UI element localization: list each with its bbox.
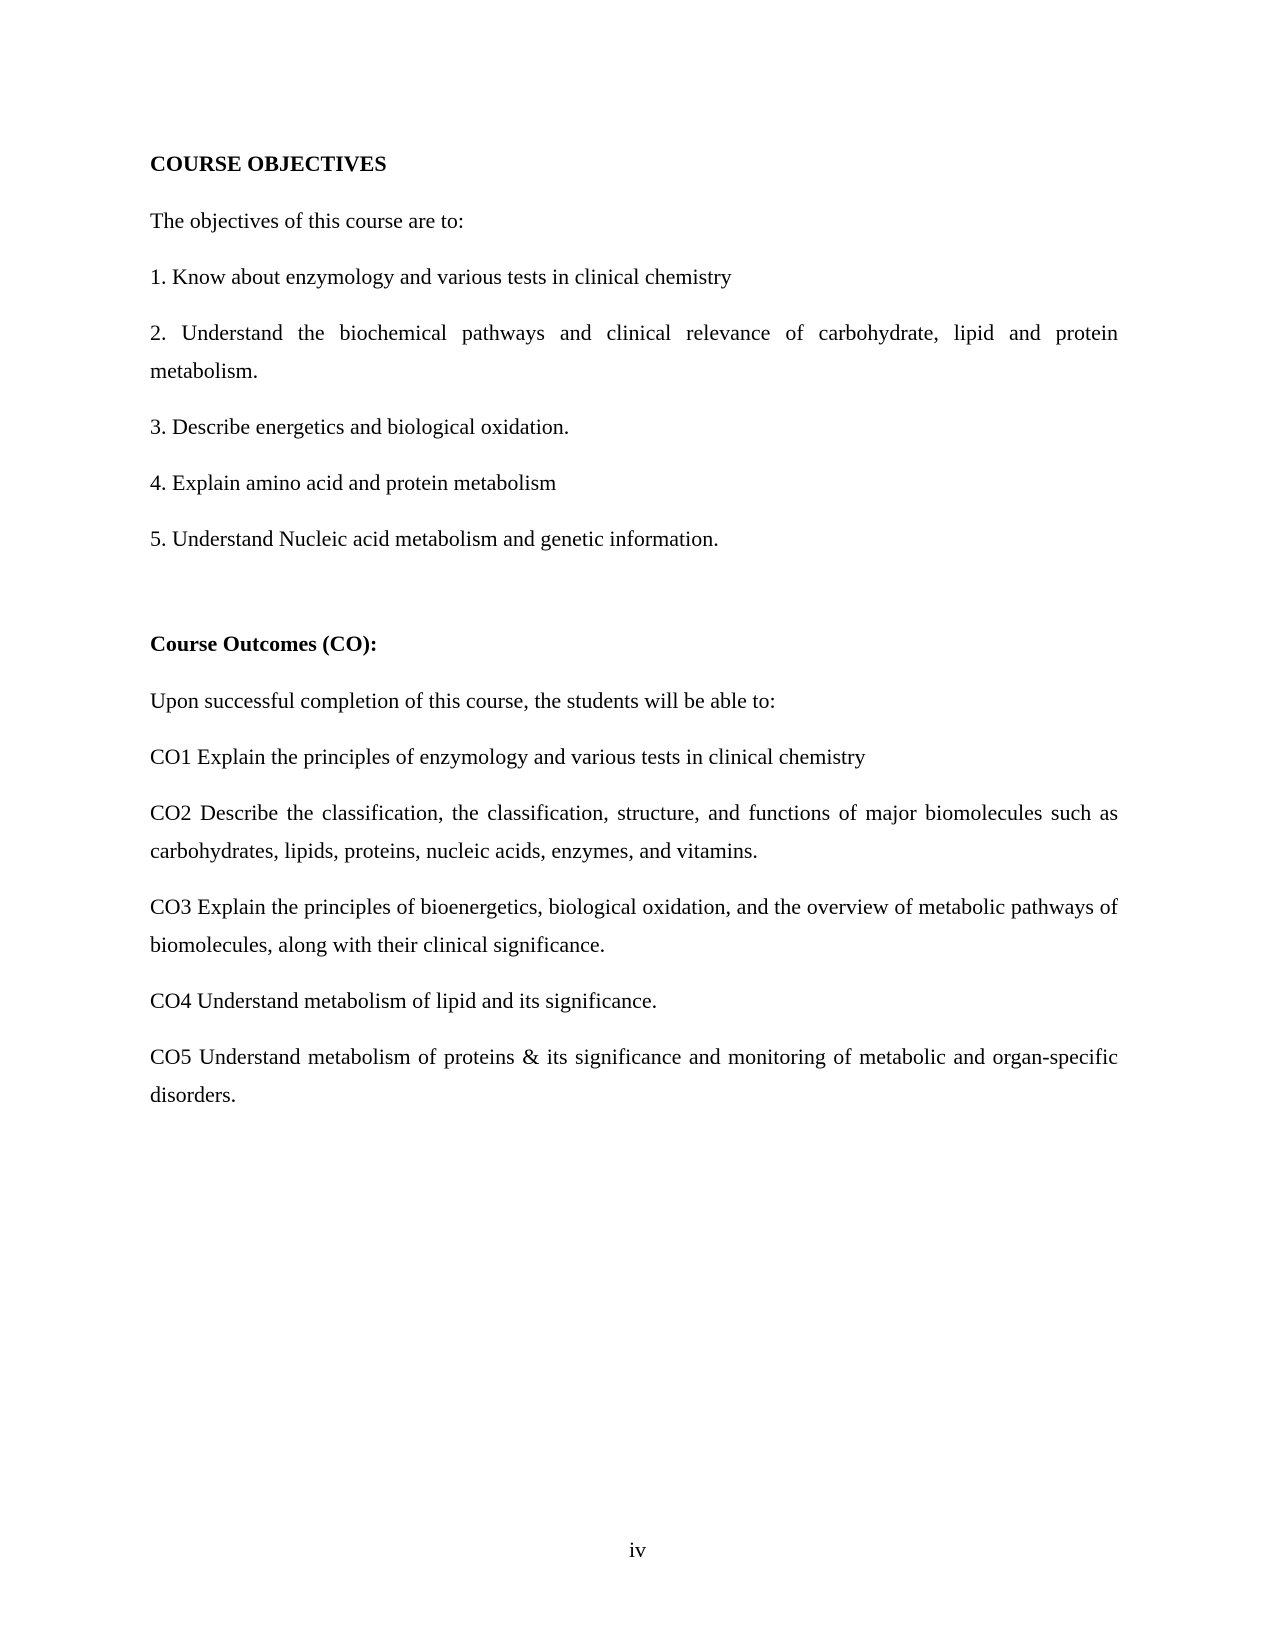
objective-item-1: 1. Know about enzymology and various tests in clinical chemistry	[150, 264, 732, 289]
page-content	[150, 148, 1118, 1132]
outcome-item-co3: CO3 Explain the principles of bioenergetics, biological oxidation, and the overview of metabolic pathways of biomolecules, along with their clinical significance.	[150, 894, 1118, 957]
page-number: iv	[628, 1537, 647, 1562]
objective-item-5: 5. Understand Nucleic acid metabolism and genetic information.	[150, 526, 719, 551]
course-outcomes-heading: Course Outcomes (CO):	[150, 631, 378, 656]
outcome-item-co4: CO4 Understand metabolism of lipid and its significance.	[150, 988, 658, 1013]
objectives-intro: The objectives of this course are to:	[150, 208, 465, 233]
course-objectives-heading: COURSE OBJECTIVES	[150, 151, 387, 176]
outcome-item-co1: CO1 Explain the principles of enzymology and various tests in clinical chemistry	[150, 744, 866, 769]
outcome-item-co2: CO2 Describe the classification, the classification, structure, and functions of major biomolecules such as carbohydrates, lipids, proteins, nucleic acids, enzymes, and vitamins.	[150, 800, 1118, 863]
course-objectives-section	[150, 148, 1118, 558]
course-outcomes-section	[150, 628, 1118, 1114]
outcome-item-co5: CO5 Understand metabolism of proteins & its significance and monitoring of metabolic and organ-specific disorders.	[150, 1044, 1118, 1107]
objective-item-2: 2. Understand the biochemical pathways and clinical relevance of carbohydrate, lipid and protein metabolism.	[150, 320, 1118, 383]
outcomes-intro: Upon successful completion of this course, the students will be able to:	[150, 688, 776, 713]
objective-item-3: 3. Describe energetics and biological oxidation.	[150, 414, 570, 439]
section-spacer	[150, 576, 1118, 628]
objective-item-4: 4. Explain amino acid and protein metabolism	[150, 470, 557, 495]
